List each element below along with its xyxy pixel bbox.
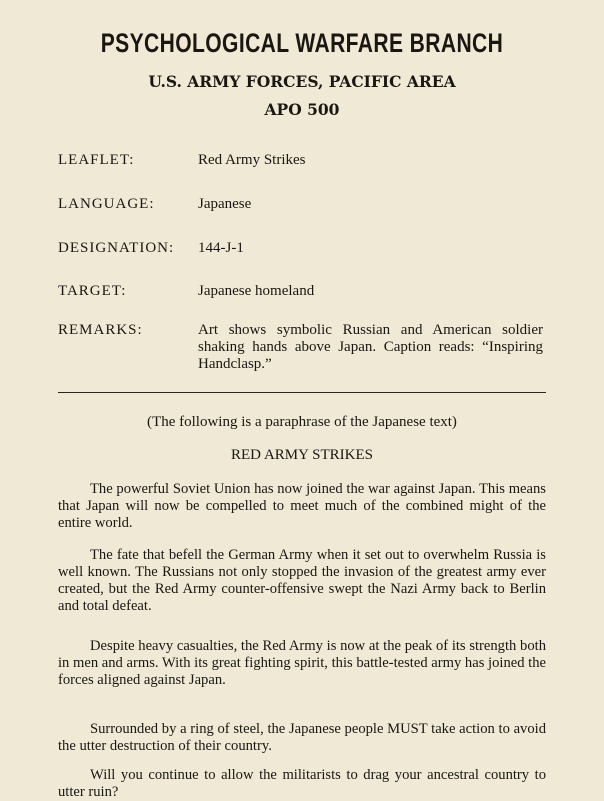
header-subtitle: U.S. ARMY FORCES, PACIFIC AREA xyxy=(148,72,456,91)
field-value: Japanese xyxy=(198,196,252,212)
paraphrase-note: (The following is a paraphrase of the Japanese text) xyxy=(147,414,457,430)
header-title: PSYCHOLOGICAL WARFARE BRANCH xyxy=(100,28,504,58)
field-label: LEAFLET: xyxy=(58,152,135,168)
text-title: RED ARMY STRIKES xyxy=(231,447,373,463)
paragraph: Will you continue to allow the militarists to drag your ancestral country to utter ruin? xyxy=(58,767,546,800)
field-label: REMARKS: xyxy=(58,322,143,338)
field-label: LANGUAGE: xyxy=(58,196,155,212)
paragraph: Despite heavy casualties, the Red Army is now at the peak of its strength both in men and arms. With its great fighting spirit, this battle-tested army has joined the forces aligned against Japan. xyxy=(58,638,546,688)
field-value: Japanese homeland xyxy=(198,283,315,299)
paragraph: Surrounded by a ring of steel, the Japanese people MUST take action to avoid the utter destruction of their country. xyxy=(58,721,546,754)
field-value: 144-J-1 xyxy=(198,240,244,256)
header-apo: APO 500 xyxy=(264,100,340,119)
field-label: DESIGNATION: xyxy=(58,240,175,256)
paragraph: The powerful Soviet Union has now joined the war against Japan. This means that Japan will now be compelled to meet much of the combined might of the entire world. xyxy=(58,481,546,531)
field-value: Red Army Strikes xyxy=(198,152,306,168)
field-label: TARGET: xyxy=(58,283,127,299)
field-value: Art shows symbolic Russian and American soldier shaking hands above Japan. Caption reads: “Inspiring Handclasp.” xyxy=(198,322,543,372)
divider-rule xyxy=(58,392,546,393)
paragraph: The fate that befell the German Army when it set out to overwhelm Russia is well known. The Russians not only stopped the invasion of the greatest army ever created, but the Red Army counter-offensive swept the Nazi Army back to Berlin and total defeat. xyxy=(58,547,546,614)
